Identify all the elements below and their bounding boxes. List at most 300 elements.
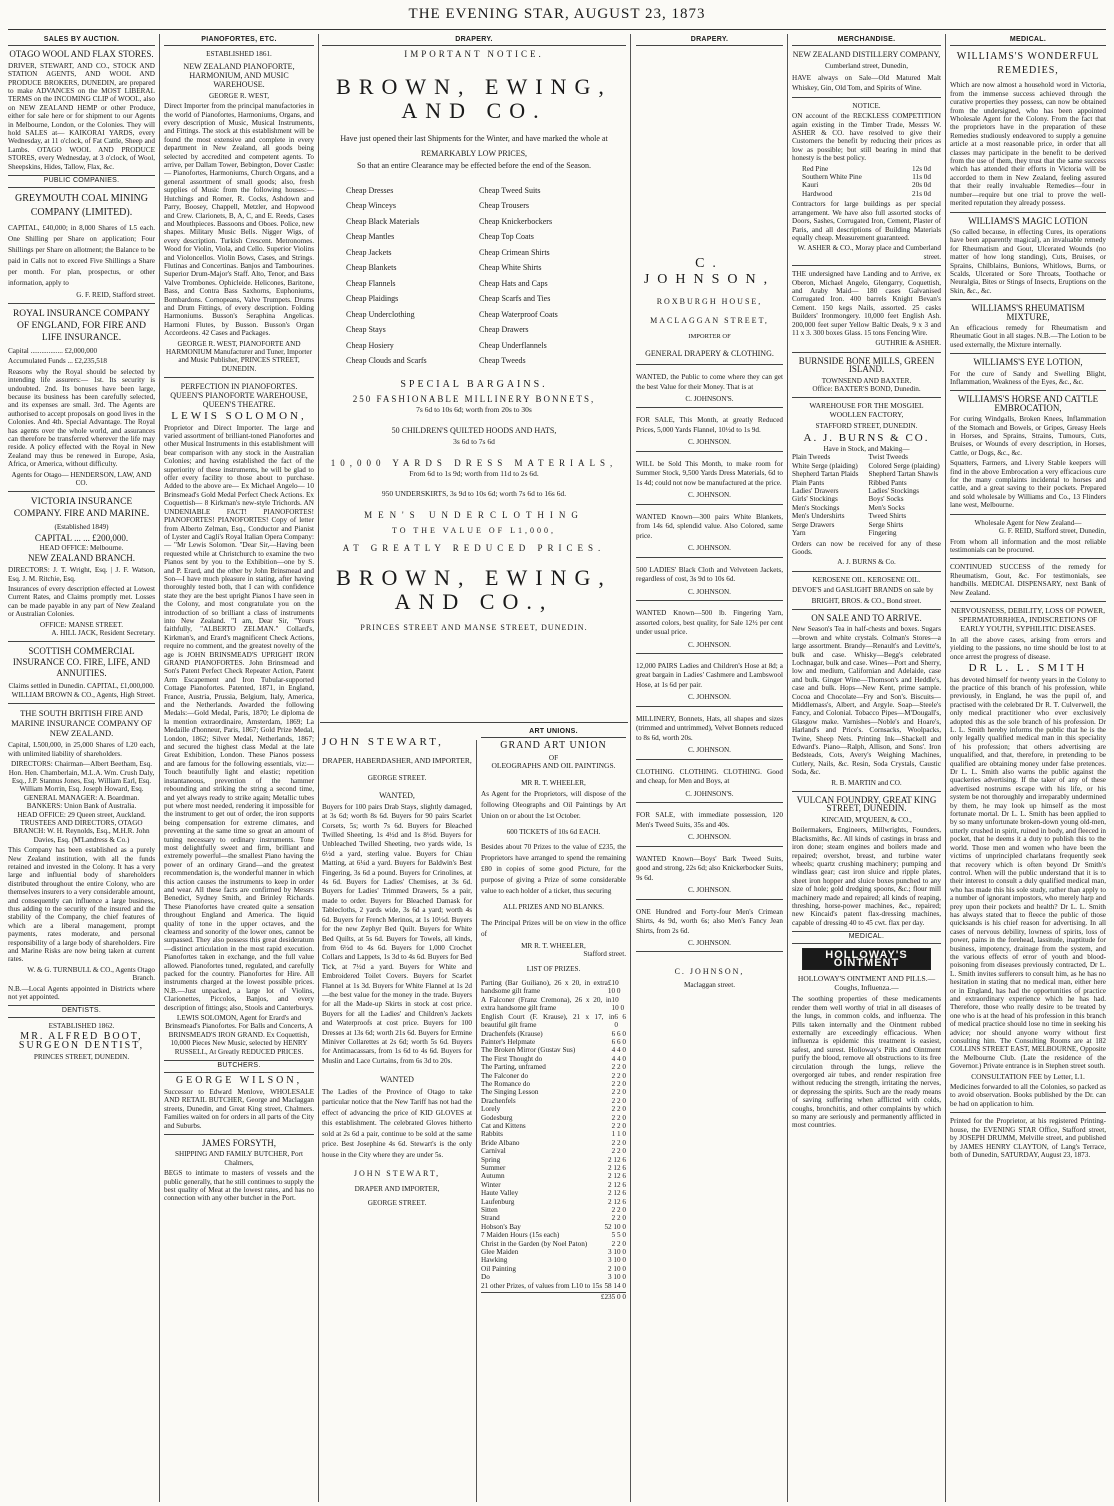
ad-name: JOHN STEWART,	[322, 736, 444, 748]
list-item: Yarn	[792, 529, 806, 538]
prize-row	[481, 1130, 626, 1138]
list-item: Cheap Tweed Suits	[479, 185, 541, 195]
divider	[8, 491, 155, 492]
ad-title: NEW ZEALAND PIANOFORTE, HARMONIUM, AND MUSIC WAREHOUSE.	[183, 61, 295, 89]
firm-name: C. JOHNSON,	[643, 256, 776, 288]
prize-amount: 2 2 0	[611, 1088, 626, 1097]
prize-amount: 5 5 0	[611, 1231, 626, 1240]
price-row	[802, 190, 931, 198]
mens: MEN'S UNDERCLOTHING	[364, 509, 584, 520]
ad-body: MILLINERY, Bonnets, Hats, all shapes and sizes (trimmed and untrimmed), Velvet Bonnets reduced to 8s 6d, worth 20s.	[636, 714, 783, 742]
ad-body: Besides about 70 Prizes to the value of £235, the Proprietors have arranged to spend the remaining £80 in copies of some good Picture, for the purpose of giving a Prize of some considerable value to each holder of a ticket, thus securing	[481, 843, 626, 896]
divider	[950, 212, 1106, 213]
list-item	[636, 715, 783, 760]
ad-body: Insurances of every description effected at Lowest Current Rates, and Claims promptly met. Losses can be made payable in any part of New Zealand or Australian Colonies.	[8, 585, 155, 619]
ad-note: N.B.—Local Agents appointed in Districts where not yet appointed.	[8, 984, 155, 1002]
divider	[636, 951, 783, 952]
ad-body: For the cure of Sandy and Swelling Blight, Inflammation, Weakness of the Eyes, &c., &c.	[950, 369, 1106, 386]
prize-amount: 2 2 0	[611, 1063, 626, 1072]
ad-title: NOTICE.	[852, 101, 881, 110]
prize-amount: 2 2 0	[611, 1138, 626, 1147]
prize-name: A Falconer (Franz Cremona), 26 x 20, in extra handsome gilt frame	[481, 995, 612, 1013]
prize-amount: 2 2 0	[611, 1113, 626, 1122]
ad-trustees: TRUSTEES AND DIRECTORS, OTAGO BRANCH: W. H. Reynolds, Esq., M.H.R. John Davies, Esq. (M'Landress & Co.)	[13, 818, 150, 844]
list-item: Shepherd Tartan Plaids	[792, 470, 859, 479]
divider	[164, 1134, 314, 1135]
ad-signature: C. JOHNSON.	[688, 587, 731, 596]
section-header: PUBLIC COMPANIES.	[8, 175, 155, 187]
prize-row	[481, 1265, 626, 1273]
price-row	[802, 165, 931, 173]
prize-row	[481, 1282, 626, 1290]
ad-signature: C. JOHNSON.	[688, 746, 731, 755]
prize-row	[481, 1206, 626, 1214]
bonnets-price: 7s 6d to 10s 6d; worth from 20s to 30s	[416, 405, 532, 415]
price-name: Red Pine	[802, 164, 829, 173]
divider	[950, 1112, 1106, 1113]
ad-signature: LEWIS SOLOMON, Agent for Erard's and Brinsmead's Pianofortes. For Balls and Concerts, A BRINSMEAD'S IRON GRAND. Ex Coquettish, 10,000 Pieces New Music, selected by HENRY RUSSELL, At Greatly REDUCED PRICES.	[165, 1014, 313, 1056]
ad-street: Maclaggan street.	[683, 980, 736, 989]
prize-name: Parting (Bar Guiliano), 26 x 20, in extra handsome gilt frame	[481, 979, 608, 996]
ad-body: CAPITAL, £40,000; in 8,000 Shares of L5 each. One Shilling per Share on application; Four Shillings per Share on allotment; the Balance to be paid in Calls not to exceed Five Shillings a Share per month. For plan, prospectus, or other information, apply to	[8, 223, 155, 287]
prize-amount: 6 6 0	[614, 1012, 626, 1030]
divider	[636, 600, 783, 601]
ad-office: OFFICE: MANSE STREET.	[39, 620, 124, 629]
divider	[636, 504, 783, 505]
ad-body: 12,000 PAIRS Ladies and Children's Hose at 8d; a great bargain in Ladies' Cashmere and Lambswool Hose, at 1s 6d per pair.	[636, 661, 783, 689]
ad-body: WANTED Known—500 lb. Fingering Yarn, assorted colors, best quality, for Sale 12½ per cent under usual price.	[636, 609, 783, 637]
divider	[636, 364, 783, 365]
divider	[950, 601, 1106, 602]
prize-name: Laufenburg	[481, 1197, 515, 1206]
ad-signature: W. & G. TURNBULL & CO., Agents Otago Branch.	[27, 965, 155, 983]
ad-subtitle: OLEOGRAPHS AND OIL PAINTINGS.	[491, 761, 616, 771]
prize-row	[481, 1038, 626, 1046]
ad-funds: Accumulated Funds ... £2,235,518	[8, 357, 108, 366]
ad-signature: C. JOHNSON.	[688, 693, 731, 702]
divider	[636, 846, 783, 847]
prize-name: Drachenfels	[481, 1096, 516, 1105]
ad-body: HAVE always on Sale—Old Matured Malt Whiskey, Gin, Old Tom, and Spirits of Wine.	[792, 73, 941, 92]
list-item	[636, 908, 783, 953]
column-medical	[950, 36, 1106, 1502]
ad-street: GEORGE STREET.	[367, 774, 427, 782]
holloway-banner: HOLLOWAY'S OINTMENT	[802, 948, 931, 971]
ad-body: For curing Windgalls, Broken Knees, Inflammation of the Stomach and Bowels, or Gripes, Greasy Heels in Horses, and Sprains, Strains, Tumours, Cuts, Bruises, or Wounds of every description, in Horses, Cattle, or Dogs, &c., &c.	[950, 415, 1106, 457]
item-list	[322, 183, 626, 369]
ad-signature: C. JOHNSON.	[688, 886, 731, 895]
divider	[792, 352, 941, 353]
ad-body: This Company has been established as a purely New Zealand institution, with all the funds retained and invested in the Colony. It has a very large and influential body of shareholders distributed throughout the entire Colony, who are themselves insurers to a very considerable amount, and consequently can influence a large business, thus adding to the security of the insured and the stability of the Company, the chief features of which are a liberal management, prompt payments, rates moderate, and personal responsibility of a large body of shareholders. Fire and Marine Risks are now being taken at current rates.	[8, 846, 155, 964]
prize-row	[481, 1072, 626, 1080]
price-row	[802, 173, 931, 181]
ad-name: LEWIS SOLOMON,	[171, 410, 307, 423]
prize-name: Glee Maiden	[481, 1248, 519, 1257]
prize-row	[481, 1013, 626, 1030]
ad-branch: NEW ZEALAND BRANCH.	[27, 553, 136, 564]
ad-address: Cumberland street, Dunedin,	[824, 62, 909, 71]
prize-amount: 2 2 0	[611, 1071, 626, 1080]
divider	[636, 557, 783, 558]
prize-amount: 52 10 0	[604, 1222, 626, 1231]
timber-prices	[792, 165, 941, 199]
prize-name: Hawking	[481, 1256, 508, 1265]
ad-body: FOR SALE, with immediate possession, 120 Men's Tweed Suits, 35s and 40s.	[636, 811, 783, 829]
stock-list-right	[869, 453, 942, 537]
prize-amount: 2 12 6	[608, 1197, 626, 1206]
prize-row	[481, 1055, 626, 1063]
item-list-left	[346, 183, 469, 369]
column-johnson	[636, 36, 783, 1502]
ad-body: Orders can now be received for any of these Goods.	[792, 539, 941, 556]
ad-signature: G. F. REID, Stafford street.	[76, 290, 155, 299]
ad-capital: Capital, L500,000, in 25,000 Shares of L20 each, with unlimited liability of shareholders.	[8, 741, 155, 758]
ad-signature: BRIGHT, BROS. & CO., Bond street.	[811, 596, 922, 605]
list-item: Serge Drawers	[792, 520, 835, 529]
ad-street: STAFFORD STREET, DUNEDIN.	[815, 422, 918, 431]
list-item: Men's Undershirts	[792, 512, 845, 521]
ad-subtitle: TOWNSEND AND BAXTER.	[821, 376, 912, 385]
prize-name: The Falconer do	[481, 1071, 529, 1080]
ad-title: WILLIAMS'S HORSE AND CATTLE EMBROCATION,	[957, 394, 1099, 413]
masthead-title: THE EVENING STAR, AUGUST 23, 1873	[408, 6, 706, 22]
ad-body: WANTED Known—Boys' Bark Tweed Suits, good and strong, 22s 6d; also Knickerbocker Suits, 9s 6d.	[636, 854, 783, 882]
ad-signature: C. JOHNSON'S.	[685, 395, 734, 404]
column-merchandise	[792, 36, 941, 1502]
prize-row	[481, 1147, 626, 1155]
prize-amount: 4 4 0	[611, 1054, 626, 1063]
prize-amount: 2 10 0	[608, 1264, 626, 1273]
prize-row	[481, 1156, 626, 1164]
prize-name: Rabbits	[481, 1130, 503, 1139]
value: TO THE VALUE OF L1,000,	[392, 526, 556, 536]
ad-body: Which are now almost a household word in Victoria, from the immense success achieved through the curative properties they possess, can now be obtained from the undersigned, who has been appointed Wholesale Agent for the Colony. From the fact that the proprietors have in the preparation of these Remedies studiously endeavored to supply a genuine article at a most reasonable price, in order that all classes may participate in the benefit to be derived from the use of them, they trust that the same success which has attended their efforts in Victoria will be accorded to them in New Zealand, feeling assured that their really invaluable Remedies—four in number—require but one trial to prove the well-merited reputation they already possess.	[950, 81, 1106, 208]
ad-signature: A. HILL JACK, Resident Secretary.	[51, 629, 155, 638]
yards: 10,000 YARDS DRESS MATERIALS,	[330, 457, 618, 468]
masthead-rule	[8, 29, 1106, 30]
prize-amount: 3 10 0	[608, 1256, 626, 1265]
prize-amount: 4 4 0	[611, 1046, 626, 1055]
ad-body: Reasons why the Royal should be selected by intending life assurers:— 1st. Its security is undoubted. 2nd. Its bonuses have been large, because its business has been carefully selected, and its expenses are small. 3rd. The Agents are authorised to accept proposals on good lives in the Colonies. And 4th. Special Advantage. The Royal has agents over the whole world, and assurances can therefore be transferred wherever the life may reside. A policy effected with the Royal in New Zealand may thus be renewed in Europe, Asia, Africa, or America, without difficulty.	[8, 367, 155, 469]
list-item: Cheap Jackets	[346, 247, 392, 257]
prize-amount: 2 2 0	[611, 1239, 626, 1248]
ad-list-title: LIST OF PRIZES.	[526, 964, 581, 973]
ad-title: MR. ALFRED BOOT, SURGEON DENTIST,	[18, 1031, 145, 1051]
ad-tickets: 600 TICKETS of 10s 6d EACH.	[506, 828, 601, 837]
ad-signature: GUTHRIE & ASHER.	[875, 339, 941, 348]
list-item	[636, 811, 783, 846]
prize-amount: 2 2 0	[611, 1121, 626, 1130]
prize-amount: £10 10 0	[607, 979, 621, 996]
list-item: White Serge (plaiding)	[792, 461, 858, 470]
prize-name: Godesburg	[481, 1113, 513, 1122]
ad-title: THE SOUTH BRITISH FIRE AND MARINE INSURANCE COMPANY OF NEW ZEALAND.	[11, 708, 152, 739]
prize-amount: 10 10 0	[611, 995, 625, 1013]
ad-signature: G. F. REID, Stafford street, Dunedin,	[998, 527, 1106, 536]
divider	[636, 802, 783, 803]
notice-low: REMARKABLY LOW PRICES,	[420, 148, 528, 158]
list-item: Cheap Mantles	[346, 232, 395, 242]
ad-capital: CAPITAL ... ... £200,000.	[34, 532, 129, 543]
prize-name: 21 other Prizes, of values from L10 to 15s	[481, 1281, 603, 1290]
prize-amount: 2 2 0	[611, 1206, 626, 1215]
column-rule	[787, 34, 788, 1502]
ad-signature: JOHN STEWART,	[353, 1169, 441, 1179]
ad-signature: C. JOHNSON.	[688, 438, 731, 447]
prize-amount: 2 12 6	[608, 1155, 626, 1164]
list-item: Cheap Waterproof Coats	[479, 309, 558, 319]
section-header: MEDICAL.	[792, 931, 941, 943]
prize-name: The Singing Lesson	[481, 1088, 539, 1097]
ad-title: WILLIAMS'S EYE LOTION,	[973, 357, 1083, 368]
divider	[636, 706, 783, 707]
bonnets: 250 FASHIONABLE MILLINERY BONNETS,	[352, 394, 596, 405]
ad-office: Office: BAXTER'S BOND, Dunedin.	[812, 385, 921, 393]
ad-address: PRINCES STREET, DUNEDIN.	[33, 1053, 130, 1062]
ad-signature: Agents for Otago— HENDERSON, LAW, AND CO.	[11, 470, 152, 487]
prize-name: Strand	[481, 1214, 500, 1223]
ad-subtitle: DRAPER, HABERDASHER, AND IMPORTER,	[322, 756, 472, 765]
divider	[320, 722, 628, 723]
ad-signature: GEORGE R. WEST, PIANOFORTE AND HARMONIUM Manufacturer and Tuner, Importer and Music Publisher, PRINCES STREET, DUNEDIN.	[165, 339, 313, 373]
ad-body: ONE Hundred and Forty-four Men's Crimean Shirts, 4s 9d, worth 6s; also Men's Fancy Jean Shirts, from 2s 6d.	[636, 907, 783, 935]
reduced: AT GREATLY REDUCED PRICES.	[342, 542, 606, 553]
prize-amount: 2 2 0	[611, 1105, 626, 1114]
prize-row	[481, 1097, 626, 1105]
price-name: Southern White Pine	[802, 173, 862, 182]
prize-row	[481, 1030, 626, 1038]
list-item: Colored Serge (plaiding)	[868, 461, 940, 470]
house-name: ROXBURGH HOUSE,	[656, 297, 763, 307]
ad-signature: W. ASHER & CO., Moray place and Cumberland street.	[797, 244, 941, 261]
prize-name: Spring	[481, 1155, 501, 1164]
ad-body: The soothing properties of these medicaments render them well worthy of trial in all diseases of the lungs, in common colds, and influenza. The Pills taken internally and the Ointment rubbed externally are exceedingly efficacious. When influenza is epidemic this treatment is easiest, safest, and surest. Holloway's Pills and Ointment purify the blood, remove all obstructions to its free circulation through the lungs, relieve the overgorged air tubes, and render respiration free without reducing the strength, irritating the nerves, or depressing the spirits. Such are the ready means of saving suffering when afflicted with colds, coughs, bronchitis, and other complaints by which so many are seriously and permanently afflicted in most countries.	[792, 995, 941, 1130]
ad-body: CLOTHING. CLOTHING. CLOTHING. Good and cheap, for Men and Boys, at	[636, 767, 783, 786]
prize-amount: 2 2 0	[611, 1147, 626, 1156]
list-item: Boys' Socks	[868, 495, 904, 504]
underskirts: 950 UNDERSKIRTS, 3s 9d to 10s 6d; worth 7s 6d to 16s 6d.	[381, 489, 567, 499]
divider	[636, 899, 783, 900]
ad-signature: C. JOHNSON.	[688, 833, 731, 842]
prize-amount: 2 12 6	[608, 1180, 626, 1189]
prize-row	[481, 1080, 626, 1088]
firm-name: BROWN, EWING, AND CO.,	[336, 565, 612, 615]
list-item: Plain Tweeds	[792, 453, 831, 462]
ad-body: DEVOE'S and GASLIGHT BRANDS on sale by	[792, 586, 934, 595]
notice-title: IMPORTANT NOTICE.	[404, 49, 544, 60]
list-item	[636, 513, 783, 558]
list-item	[636, 416, 783, 451]
prize-name: Christ in the Garden (by Noel Paton)	[481, 1239, 588, 1248]
ad-body: (So called because, in effecting Cures, its operations have been apparently magical), an invaluable remedy for Rheumatism and Gout, Ulcerated Wounds (no matter of how long standing), Cuts, Bruises, or Sprains, Chilblains, Bunions, Whitlows, Burns, or Scalds, Ulcerated or Sore Throats, Toothache or Neuralgia, Bites or Stings of Insects, Eruptions on the Skin, &c., &c.	[950, 227, 1106, 295]
prize-amount: 2 2 0	[611, 1214, 626, 1223]
ad-title: VICTORIA INSURANCE COMPANY. FIRE AND MARINE.	[13, 497, 150, 520]
list-item	[636, 855, 783, 900]
list-item: Twist Tweeds	[868, 453, 908, 462]
ad-body: BEGS to intimate to masters of vessels and the public generally, that he still continues to supply the best quality of Meat at the lowest rates, and has no connection with any other butcher in the Port.	[164, 1169, 314, 1203]
column-sales-by-auction	[8, 36, 155, 1502]
divider	[636, 451, 783, 452]
ad-name: MR R. T. WHEELER,	[521, 778, 586, 787]
ad-title: NERVOUSNESS, DEBILITY, LOSS OF POWER, SPERMATORRHŒA, INDISCRETIONS OF EARLY YOUTH, SYPHILITIC DISEASES.	[950, 605, 1106, 633]
list-item: Ladies' Drawers	[792, 487, 839, 496]
list-item: Cheap Plaidings	[346, 294, 399, 304]
price-name: Hardwood	[802, 189, 833, 198]
ad-manager: GENERAL MANAGER: A. Boardman.	[23, 793, 140, 802]
ad-signature: C. JOHNSON.	[688, 491, 731, 500]
prize-name: Oil Painting	[481, 1264, 516, 1273]
ad-body: Medicines forwarded to all the Colonies, so packed as to avoid observation. Books published by the Dr. can be had on application to him.	[950, 1083, 1106, 1108]
list-item: Cheap Knickerbockers	[479, 216, 553, 226]
ad-title: WILLIAMS'S RHEUMATISM MIXTURE,	[971, 303, 1085, 322]
spacer	[636, 50, 783, 250]
prize-row	[481, 1214, 626, 1222]
price-value: 12s 0d	[912, 164, 931, 173]
special-title: SPECIAL BARGAINS.	[400, 378, 548, 390]
list-item: Cheap Dresses	[346, 185, 394, 195]
prize-name: Do	[481, 1273, 490, 1282]
list-item: Cheap Drawers	[479, 325, 529, 335]
prize-row	[481, 1172, 626, 1180]
divider	[8, 303, 155, 304]
ad-title: SCOTTISH COMMERCIAL INSURANCE CO. FIRE, LIFE, AND ANNUITIES.	[12, 646, 151, 679]
address: PRINCES STREET AND MANSE STREET, DUNEDIN.	[360, 623, 588, 633]
ad-title: HOLLOWAY'S OINTMENT AND PILLS.—Coughs, Influenza.—	[797, 974, 936, 993]
ad-signature: C. JOHNSON.	[688, 544, 731, 553]
prize-row	[481, 1223, 626, 1231]
divider	[950, 558, 1106, 559]
ad-directors: DIRECTORS: J. T. Wright, Esq. | J. F. Watson, Esq. J. M. Ritchie, Esq.	[8, 566, 155, 583]
johnson-ads	[636, 373, 783, 952]
price-value: 21s 0d	[912, 189, 931, 198]
section-header: DENTISTS.	[8, 1005, 155, 1017]
ad-body: Boilermakers, Engineers, Millwrights, Founders, Blacksmiths, &c. All kinds of castings in brass and iron done; steam engines and boilers made and repaired; overshot, breast, and turbine water wheels; quartz crushing machinery; pumping and windlass gear; cast iron sluice and ripple plates, sheet iron hopper and sluice boxes punched to any size of hole; gold dredging spoons, &c.; flour mill machinery made and repaired; all kinds of reaping, threshing, horse-power machines, &c., repaired; new Kincaid's patent flax-dressing machines, capable of dressing 40 to 45 cwt. flax per day.	[792, 826, 941, 927]
prize-name: Bride Albano	[481, 1138, 520, 1147]
ad-capital: Capital .................. £2,000,000	[8, 346, 98, 355]
ad-consult: CONSULTATION FEE by Letter, L1.	[971, 1071, 1085, 1081]
list-item: Cheap Blankets	[346, 263, 397, 273]
imprint: Printed for the Proprietor, at his registered Printing-house, the EVENING STAR Office, Stafford street, by JOSEPH DRUMM, Melville street, and published by JAMES HENRY CLAYTON, of Lang's Terrace, both of Dunedin, SATURDAY, August 23, 1873.	[950, 1117, 1106, 1159]
line: GENERAL DRAPERY & CLOTHING.	[645, 348, 774, 358]
ad-directors: DIRECTORS: Chairman—Albert Beetham, Esq. Hon. Hen. Chamberlain, M.L.A. Wm. Crush Daly, Esq., J.P. Stannus Jones, Esq. William Earl, Esq. William Morrin, Esq. Joseph Howard, Esq.	[8, 760, 155, 794]
list-item: Cheap Black Materials	[346, 216, 420, 226]
ad-office: HEAD OFFICE: 29 Queen street, Auckland.	[17, 810, 146, 819]
column-art-unions	[481, 728, 626, 1502]
ad-title: KEROSENE OIL. KEROSENE OIL.	[812, 575, 921, 584]
ad-title: OTAGO WOOL AND FLAX STORES.	[9, 49, 154, 60]
ad-signature: R. B. MARTIN and CO.	[831, 778, 902, 787]
prize-name: Autumn	[481, 1172, 505, 1181]
prize-name: The First Thought do	[481, 1054, 543, 1063]
ad-body: THE undersigned have Landing and to Arrive, ex Oberon, Michael Angelo, Glengarry, Coquettish, and Araby Maid— 180 cases Galvanised Corrugated Iron. 400 barrels Knight Bevan's Cement. 150 kegs Nails, assorted. 25 casks Builders' Ironmongery. 10,000 feet English Ash. 200,000 feet super Yellow Baltic Deals, 9 x 3 and 11 x 3. 300 boxes Glass. 15 tons Fencing Wire.	[792, 270, 941, 337]
divider	[950, 390, 1106, 391]
ad-name: DR L. L. SMITH	[968, 662, 1088, 675]
ad-body: DRIVER, STEWART, AND CO., STOCK AND STATION AGENTS, AND WOOL AND PRODUCE BROKERS, DUNEDIN, are prepared to make ADVANCES on the MOST LIBERAL TERMS on the INCOMING CLIP of WOOL, also on NEW ZEALAND HEMP or other Produce, either for sale here or for shipment to our Agents in Melbourne, London, or the Colonies. They will hold SALES at— KAIKORAI YARDS, every Wednesday, at 11 o'clock, of Fat Cattle, Sheep and Lambs. OTAGO WOOL AND PRODUCE STORES, every Wednesday, at 3 o'clock, of Wool, Sheepskins, Hides, Tallow, Flax, &c.	[8, 61, 155, 171]
ad-signature: C. JOHNSON'S.	[685, 789, 734, 798]
list-item: Cheap Trousers	[479, 201, 530, 211]
list-item: Cheap Top Coats	[479, 232, 534, 242]
list-item: Ribbed Pants	[868, 478, 907, 487]
ad-body: Successor to Edward Menlove, WHOLESALE AND RETAIL BUTCHER, George and Maclaggan streets, Dunedin, and Great King street, Chalmers. Families waited on for orders in all parts of the City and Suburbs.	[164, 1087, 314, 1130]
prize-name: 7 Maiden Hours (15s each)	[481, 1231, 560, 1240]
prize-name: English Court (F. Krause), 21 x 17, in beautiful gilt frame	[481, 1012, 615, 1030]
ad-title: Wholesale Agent for New Zealand—	[974, 518, 1082, 527]
list-item: Cheap Underclothing	[346, 309, 415, 319]
list-item	[636, 609, 783, 654]
ad-title: BURNSIDE BONE MILLS, GREEN ISLAND.	[798, 355, 935, 375]
prize-name: Lorely	[481, 1105, 501, 1114]
prize-row	[481, 1114, 626, 1122]
prize-row	[481, 1231, 626, 1239]
prize-amount: 2 12 6	[608, 1189, 626, 1198]
ad-street: Stafford street.	[583, 950, 626, 959]
ad-body: An efficacious remedy for Rheumatism and Rheumatic Gout in all stages. N.B.—The Lotion to be used externally, the Mixture internally.	[950, 323, 1106, 349]
ad-title: NEW ZEALAND DISTILLERY COMPANY,	[792, 50, 941, 60]
prize-name: The Broken Mirror (Gustav Sus)	[481, 1046, 576, 1055]
list-item: Cheap Crimean Shirts	[479, 247, 550, 257]
ad-signature: C. JOHNSON.	[688, 939, 731, 947]
price-name: Kauri	[802, 181, 819, 190]
prize-amount: 58 14 0	[604, 1281, 626, 1290]
list-item: Cheap Stays	[346, 325, 386, 335]
list-item: Plain Pants	[792, 478, 825, 487]
ad-body: In all the above cases, arising from errors and yielding to the passions, no time should be lost to at once arrest the progress of disease.	[950, 635, 1106, 661]
section-header: DRAPERY.	[322, 36, 626, 46]
prize-row	[481, 1139, 626, 1147]
ad-subtitle: KINCAID, M'QUEEN, & CO.,	[821, 815, 912, 824]
divider	[950, 299, 1106, 300]
divider	[792, 609, 941, 610]
prize-row	[481, 1273, 626, 1281]
column-rule	[476, 740, 477, 1502]
list-item: Cheap Tweeds	[479, 356, 526, 366]
section-header: ART UNIONS.	[481, 728, 626, 738]
list-item: Fingering	[868, 529, 897, 538]
list-item: Cheap Underflannels	[479, 340, 547, 350]
prize-name: Winter	[481, 1180, 501, 1189]
ad-body: 500 LADIES' Black Cloth and Velveteen Jackets, regardless of cost, 3s 9d to 10s 6d.	[636, 565, 783, 584]
prize-row	[481, 1088, 626, 1096]
list-item	[636, 662, 783, 707]
prize-row	[481, 996, 626, 1013]
ad-title: PERFECTION IN PIANOFORTES. QUEEN'S PIANOFORTE WAREHOUSE, QUEEN'S THEATRE.	[170, 382, 308, 410]
list-item: Cheap Clouds and Scarfs	[346, 356, 427, 366]
list-item: Serge Shirts	[868, 520, 904, 529]
ad-signature: DRAPER AND IMPORTER,	[354, 1184, 440, 1193]
divider	[792, 571, 941, 572]
hoods-price: 3s 6d to 7s 6d	[453, 437, 495, 447]
list-item: Cheap Flannels	[346, 278, 396, 288]
list-item: Shepherd Tartan Shawls	[868, 470, 939, 479]
ad-title: GRAND ART UNION	[500, 740, 607, 752]
notice-intro: Have just opened their last Shipments for the Winter, and have marked the whole at	[340, 133, 608, 143]
prize-row	[481, 1105, 626, 1113]
list-item: Men's Socks	[868, 503, 905, 512]
ad-name: MR R. T. WHEELER,	[521, 941, 586, 950]
list-item	[636, 460, 783, 505]
prize-amount: 2 2 0	[611, 1079, 626, 1088]
price-value: 11s 0d	[912, 173, 931, 182]
ad-established: ESTABLISHED 1862.	[48, 1021, 115, 1030]
stock-list	[792, 453, 941, 537]
divider	[636, 407, 783, 408]
ad-subtitle: SHIPPING AND FAMILY BUTCHER, Port Chalmers,	[174, 1150, 304, 1167]
ad-office: HEAD OFFICE: Melbourne.	[39, 543, 124, 552]
prize-amount: 6 6 0	[611, 1037, 626, 1046]
ad-body: Direct Importer from the principal manufactories in the world of Pianofortes, Harmoniums, Organs, and every description of Music, Musical Instruments, and Fittings. The stock at this establishment will be found the most extensive and complete in every department in New Zealand, all goods being selected by accredited and competent agents. To arrive, per Dallam Tower, Bebington, Dover Castle:— Pianofortes, Harmoniums, Church Organs, and a general assortment of small goods; also, fresh supplies of Music from the following houses:—Hutchings and Romer, R. Cocks, Ashdown and Parry, Boosey, Chappell, Metzler, and Hopwood and Crew. Clarionets, B, A, C, and E. Reeds, Cases and Mouthpieces. Bassoons and Oboes. Police, new shapes. Military Music Bells. Nigger Wigs, of every description. Turkish Crescent. Metronomes. Wood for Violin, Viola, and Cello. Superior Violins and Violoncellos. Violin Bows, Cases, and Strings. Flutinas and Concertinas. Banjos and Tambourines. Superior Drum-Major's Staff. Alto, Tenor, and Bass Valve Trombones. Ophicleide. Helicones, Baritone, Bass, and Contra Bass Saxhorns, Euphoniums, Bombardons. Cornopeans, Valve Trumpets. Drums and Drum Fittings, of every description. Folding Harmoniums. Busson's Seraphina Angelicas. Harmoni Flutes, by Busson. Busson's Organ Accordeons. 42 Cases and Packages.	[164, 102, 314, 338]
ad-body: As Agent for the Proprietors, will dispose of the following Oleographs and Oil Paintings by Art Union on or about the 1st October.	[481, 790, 626, 821]
prize-total: £235 0 0	[481, 1292, 626, 1301]
